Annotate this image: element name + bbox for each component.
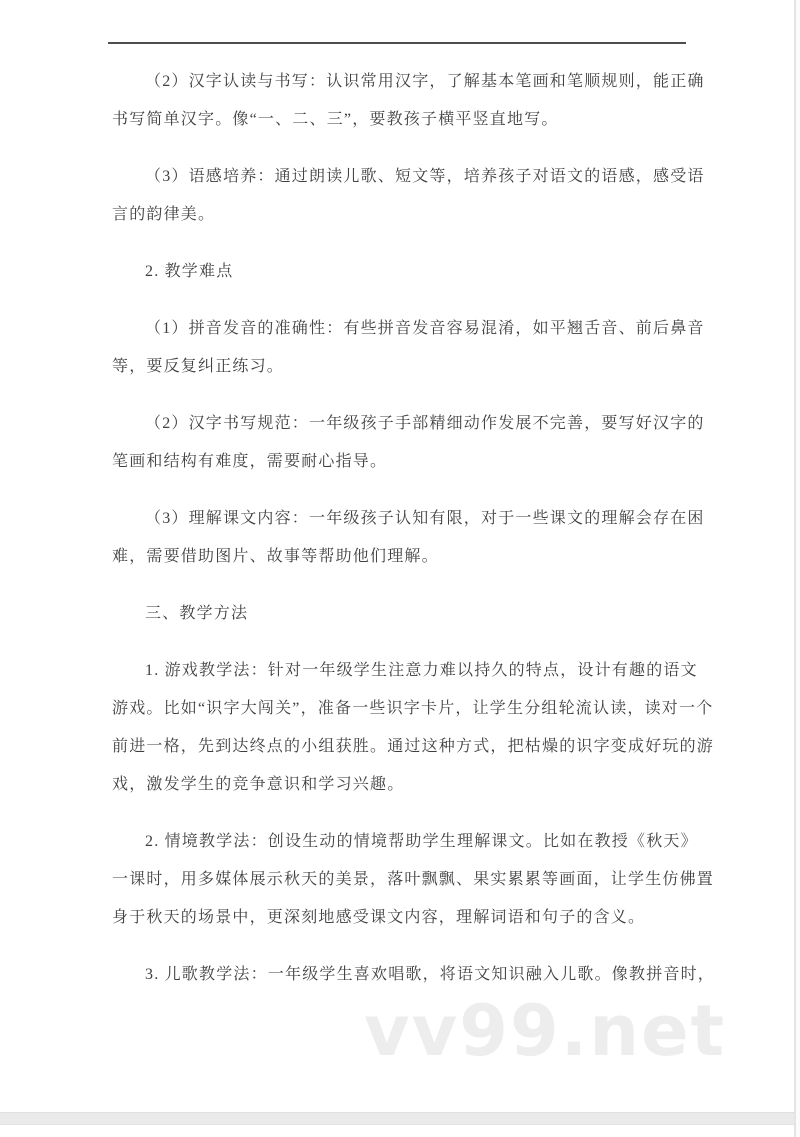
- paragraph: [112, 310, 705, 386]
- text-line: 游戏。比如“识字大闯关”，准备一些识字卡片，让学生分组轮流认读，读对一个: [112, 700, 714, 717]
- paragraph: [112, 158, 705, 234]
- text-line: 难，需要借助图片、故事等帮助他们理解。: [112, 548, 439, 565]
- text-line: （3）理解课文内容：一年级孩子认知有限，对于一些课文的理解会存在困: [145, 510, 705, 527]
- paragraph: [112, 823, 715, 937]
- text-line: 1. 游戏教学法：针对一年级学生注意力难以持久的特点，设计有趣的语文: [145, 662, 698, 679]
- paragraph: [112, 595, 690, 633]
- text-line: （2）汉字认读与书写：认识常用汉字，了解基本笔画和笔顺规则，能正确: [145, 73, 705, 90]
- text-line: 笔画和结构有难度，需要耐心指导。: [112, 453, 388, 470]
- text-line: （2）汉字书写规范：一年级孩子手部精细动作发展不完善，要写好汉字的: [145, 415, 705, 432]
- text-line: 戏，激发学生的竞争意识和学习兴趣。: [112, 776, 405, 793]
- paragraph: [112, 956, 716, 994]
- text-line: 身于秋天的场景中，更深刻地感受课文内容，理解词语和句子的含义。: [112, 909, 646, 926]
- text-line: （3）语感培养：通过朗读儿歌、短文等，培养孩子对语文的语感，感受语: [145, 168, 705, 185]
- text-line: 三、教学方法: [145, 605, 249, 622]
- paragraph: [112, 500, 705, 576]
- text-line: 书写简单汉字。像“一、二、三”，要教孩子横平竖直地写。: [112, 111, 559, 128]
- text-line: 2. 情境教学法：创设生动的情境帮助学生理解课文。比如在教授《秋天》: [145, 833, 698, 850]
- paragraph: [112, 652, 715, 804]
- document-text: [112, 63, 716, 1013]
- right-edge-strip: [796, 0, 800, 1137]
- text-line: 2. 教学难点: [145, 263, 234, 280]
- text-line: （1）拼音发音的准确性：有些拼音发音容易混淆，如平翘舌音、前后鼻音: [145, 320, 705, 337]
- header-rule: [108, 42, 686, 44]
- watermark: vv99.net: [364, 990, 727, 1072]
- text-line: 言的韵律美。: [112, 206, 216, 223]
- paragraph: [112, 63, 705, 139]
- text-line: 一课时，用多媒体展示秋天的美景，落叶飘飘、果实累累等画面，让学生仿佛置: [112, 871, 715, 888]
- text-line: 3. 儿歌教学法：一年级学生喜欢唱歌，将语文知识融入儿歌。像教拼音时，: [145, 966, 716, 983]
- page-gap-bar: [0, 1112, 800, 1125]
- paragraph: [112, 405, 705, 481]
- text-line: 前进一格，先到达终点的小组获胜。通过这种方式，把枯燥的识字变成好玩的游: [112, 738, 715, 755]
- paragraph: [112, 253, 690, 291]
- text-line: 等，要反复纠正练习。: [112, 358, 285, 375]
